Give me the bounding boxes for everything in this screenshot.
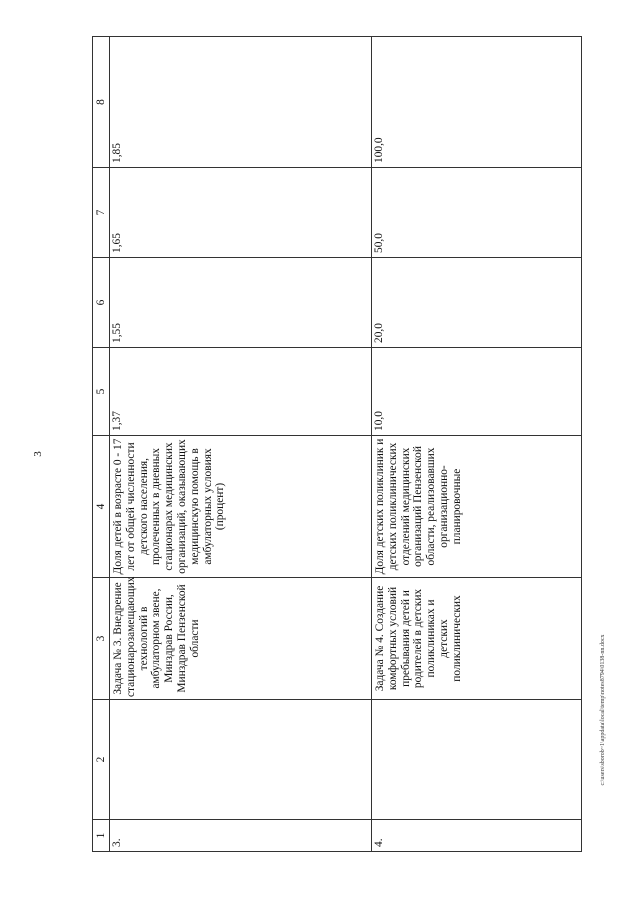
footer-file-path (593, 580, 613, 840)
indicator-table (92, 36, 582, 852)
row-value-8: 1,85 (110, 37, 372, 168)
row-col2 (110, 700, 372, 820)
header-col-1: 1 (93, 820, 110, 852)
row-indicator: Доля детей в возрасте 0 - 17 лет от общей численности детского населения, пролеченных в дневных стационарах медицинских организаций, оказывающих медицинскую помощь в амбулаторных условиях (процент) (110, 436, 372, 578)
row-task: Задача № 4. Создание комфортных условий пребывания детей и родителей в детских поликлиниках и детских поликлинических (372, 578, 582, 700)
row-value-6: 20,0 (372, 258, 582, 348)
page-number: 3 (32, 451, 44, 457)
header-col-7: 7 (93, 168, 110, 258)
header-col-6: 6 (93, 258, 110, 348)
row-col2 (372, 700, 582, 820)
header-col-4: 4 (93, 436, 110, 578)
footer-file-path-text: c:\users\sborob~1\appdata\local\temp\notes8794\0138-nn.docx (600, 634, 606, 786)
row-value-5: 1,37 (110, 348, 372, 436)
row-value-8: 100,0 (372, 37, 582, 168)
row-indicator: Доля детских поликлиник и детских поликлинических отделений медицинских организаций Пензенской области, реализовавших организационно-планировочные (372, 436, 582, 578)
row-number: 4. (372, 820, 582, 852)
header-col-5: 5 (93, 348, 110, 436)
row-value-7: 1,65 (110, 168, 372, 258)
table-row (372, 37, 582, 852)
indicator-table-wrapper (92, 37, 580, 852)
header-col-3: 3 (93, 578, 110, 700)
row-value-7: 50,0 (372, 168, 582, 258)
row-task: Задача № 3. Внедрение стационарозамещающих технологий в амбулаторном звене, Минздрав России, Минздрав Пензенской области (110, 578, 372, 700)
header-row (93, 37, 110, 852)
header-col-8: 8 (93, 37, 110, 168)
row-number: 3. (110, 820, 372, 852)
header-col-2: 2 (93, 700, 110, 820)
table-row (110, 37, 372, 852)
row-value-6: 1,55 (110, 258, 372, 348)
row-value-5: 10,0 (372, 348, 582, 436)
